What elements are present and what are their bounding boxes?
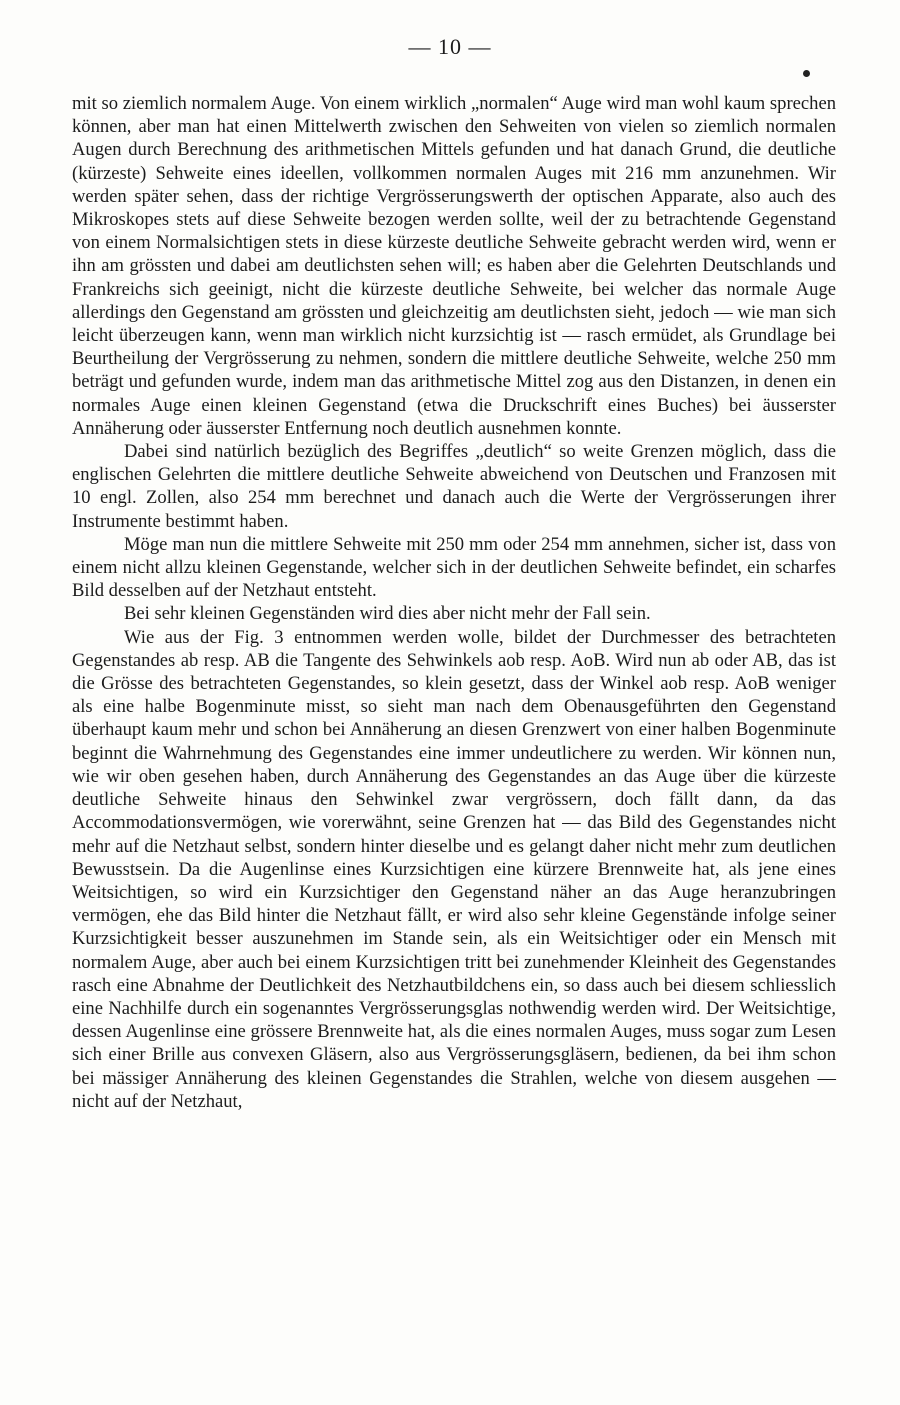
paragraph-2: Dabei sind natürlich bezüglich des Begriffes „deutlich“ so weite Grenzen möglich, dass die englischen Gelehrten die mittlere deutliche Sehweite abweichend von Deutschen und Franzosen mit 10 engl. Zollen, also 254 mm berechnet und danach auch die Werte der Vergrösserungen ihrer Instrumente bestimmt haben. (72, 441, 836, 532)
body-text (72, 92, 836, 1113)
paragraph-5: Wie aus der Fig. 3 entnommen werden wolle, bildet der Durchmesser des betrachteten Gegenstandes ab resp. AB die Tangente des Sehwinkels aob resp. AoB. Wird nun ab oder AB, das ist die Grösse des betrachteten Gegenstandes, so klein gesetzt, dass der Winkel aob resp. AoB weniger als eine halbe Bogenminute misst, so sieht man nach dem Obenausgeführten den Gegenstand überhaupt kaum mehr und schon bei Annäherung an diesen Grenzwert von einer halben Bogenminute beginnt die Wahrnehmung des Gegenstandes eine immer undeutlichere zu werden. Wir können nun, wie wir oben gesehen haben, durch Annäherung des Gegenstandes an das Auge über die kürzeste deutliche Sehweite hinaus den Sehwinkel zwar vergrössern, doch fällt dann, da das Accommodationsvermögen, wie vorerwähnt, seine Grenzen hat — das Bild des Gegenstandes nicht mehr auf die Netzhaut selbst, sondern hinter dieselbe und es gelangt daher nicht mehr zum deutlichen Bewusstsein. Da die Augenlinse eines Kurzsichtigen eine kürzere Brennweite hat, als jene eines Weitsichtigen, so wird ein Kurzsichtiger den Gegenstand näher an das Auge heranzubringen vermögen, ehe das Bild hinter die Netzhaut fällt, er wird also sehr kleine Gegenstände infolge seiner Kurzsichtigkeit besser auszunehmen im Stande sein, als ein Weitsichtiger oder ein Mensch mit normalem Auge, aber auch bei einem Kurzsichtigen tritt bei zunehmender Kleinheit des Gegenstandes rasch eine Abnahme der Deutlichkeit des Netzhautbildchens ein, so dass auch bei diesem schliesslich eine Nachhilfe durch ein sogenanntes Vergrösserungsglas nothwendig werden wird. Der Weitsichtige, dessen Augenlinse eine grössere Brennweite hat, als die eines normalen Auges, muss sogar zum Lesen sich einer Brille aus convexen Gläsern, also aus Vergrösserungsgläsern, bedienen, da bei ihm schon bei mässiger Annäherung des kleinen Gegenstandes die Strahlen, welche von diesem ausgehen — nicht auf der Netzhaut, (72, 626, 836, 1112)
paragraph-1: mit so ziemlich normalem Auge. Von einem wirklich „normalen“ Auge wird man wohl kaum sprechen können, aber man hat einen Mittelwerth zwischen den Sehweiten von vielen so ziemlich normalen Augen durch Berechnung des arithmetischen Mittels gefunden und hat danach Grund, die deutliche (kürzeste) Sehweite eines ideellen, vollkommen normalen Auges mit 216 mm anzunehmen. Wir werden später sehen, dass der richtige Vergrösserungswerth der optischen Apparate, also auch des Mikroskopes stets auf diese Sehweite bezogen werden sollte, weil der zu betrachtende Gegenstand von einem Normalsichtigen stets in diese kürzeste deutliche Sehweite gebracht werden wird, wenn er ihn am grössten und dabei am deutlichsten sehen will; es haben aber die Gelehrten Deutschlands und Frankreichs sich geeinigt, nicht die kürzeste deutliche Sehweite, bei welcher das normale Auge allerdings den Gegenstand am grössten und gleichzeitig am deutlichsten sieht, jedoch — wie man sich leicht überzeugen kann, wenn man wirklich nicht kurzsichtig ist — rasch ermüdet, als Grundlage bei Beurtheilung der Vergrösserung zu nehmen, sondern die mittlere deutliche Sehweite, welche 250 mm beträgt und gefunden wurde, indem man das arithmetische Mittel zog aus den Distanzen, in denen ein normales Auge einen kleinen Gegenstand (etwa die Druckschrift eines Buches) bei äusserster Annäherung oder äusserster Entfernung noch deutlich ausnehmen konnte. (72, 93, 836, 439)
paragraph-3: Möge man nun die mittlere Sehweite mit 250 mm oder 254 mm annehmen, sicher ist, dass von einem nicht allzu kleinen Gegenstande, welcher sich in der deutlichen Sehweite befindet, ein scharfes Bild desselben auf der Netzhaut entsteht. (72, 533, 836, 602)
paragraph-4: Bei sehr kleinen Gegenständen wird dies aber nicht mehr der Fall sein. (124, 603, 651, 625)
ink-speck (803, 70, 810, 77)
page-number: — 10 — (408, 34, 492, 59)
